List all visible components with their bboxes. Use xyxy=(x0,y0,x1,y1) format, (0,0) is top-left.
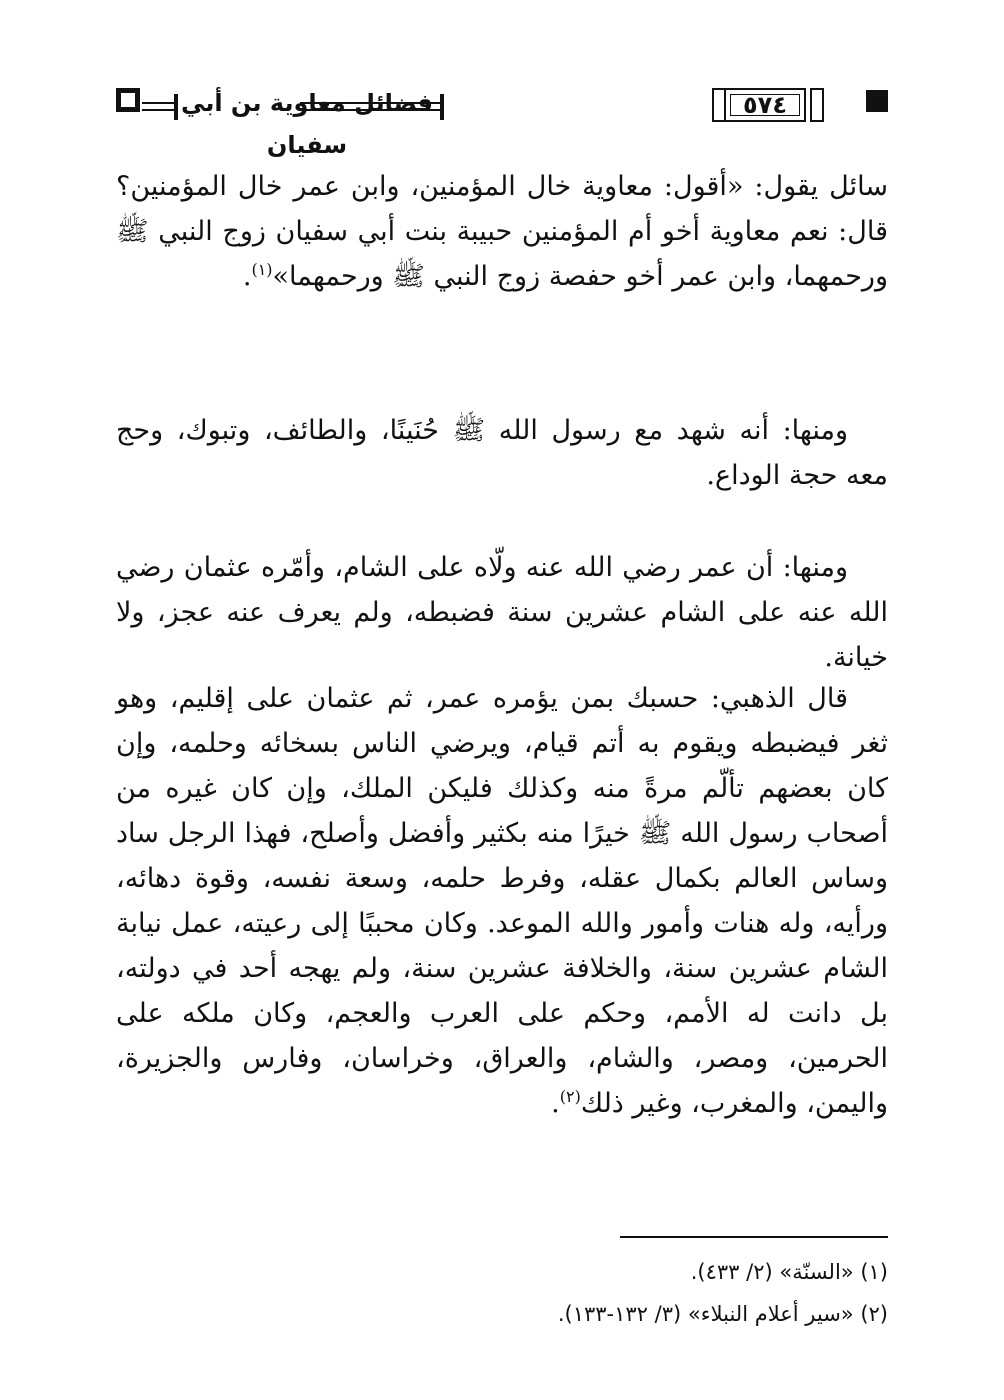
footnote-ref-1: (١) xyxy=(251,260,273,279)
footnote-ref-2: (٢) xyxy=(559,1087,581,1106)
running-title: فضائل معاوية بن أبي سفيان xyxy=(181,89,433,159)
paragraph-3: ومنها: أن عمر رضي الله عنه ولّاه على الشام، وأمّره عثمان رضي الله عنه على الشام عشرين سنة فضبطه، ولم يعرف عنه عجز، ولا خيانة. xyxy=(116,552,888,673)
paragraph-4: قال الذهبي: حسبك بمن يؤمره عمر، ثم عثمان على إقليم، وهو ثغر فيضبطه ويقوم به أتم قيام، ويرضي الناس بسخائه وحلمه، وإن كان بعضهم تألّم مرةً منه وكذلك فليكن الملك، وإن كان غيره من أصحاب رسول الله ﷺ خيرًا منه بكثير وأفضل وأصلح، فهذا الرجل ساد وساس العالم بكمال عقله، وفرط حلمه، وسعة نفسه، وقوة دهائه، ورأيه، وله هنات وأمور والله الموعد. وكان محببًا إلى رعيته، عمل نيابة الشام عشرين سنة، والخلافة عشرين سنة، ولم يهجه أحد في دولته، بل دانت له الأمم، وحكم على العرب والعجم، وكان ملكه على الحرمين، ومصر، والشام، والعراق، وخراسان، وفارس والجزيرة، واليمن، والمغرب، وغير ذلك$^{(٢)}$. xyxy=(116,683,888,1119)
main-text-2 xyxy=(116,408,888,498)
paragraph-2: ومنها: أنه شهد مع رسول الله ﷺ حُنَينًا، والطائف، وتبوك، وحج معه حجة الوداع. xyxy=(116,415,888,491)
main-text-4 xyxy=(116,676,888,1126)
header-bar-left xyxy=(440,94,444,120)
page-number-ornament-right xyxy=(810,88,824,122)
footnote-separator xyxy=(620,1236,888,1238)
paragraph-1: سائل يقول: «أقول: معاوية خال المؤمنين، وابن عمر خال المؤمنين؟ قال: نعم معاوية أخو أم المؤمنين حبيبة بنت أبي سفيان زوج النبي ﷺ ورحمهما، وابن عمر أخو حفصة زوج النبي ﷺ ورحمهما»$^{(١)}$. xyxy=(116,171,888,292)
page-number: ٥٧٤ xyxy=(724,88,806,122)
main-text xyxy=(116,164,888,299)
footnote-1: (١) «السنّة» (٢/ ٤٣٣). xyxy=(690,1260,888,1284)
footnote-2: (٢) «سير أعلام النبلاء» (٣/ ١٣٢-١٣٣). xyxy=(557,1302,888,1326)
header-ornament-box-right xyxy=(866,90,888,112)
page-header xyxy=(116,80,888,159)
main-text-3 xyxy=(116,545,888,680)
header-ornament-box-left xyxy=(116,88,140,112)
